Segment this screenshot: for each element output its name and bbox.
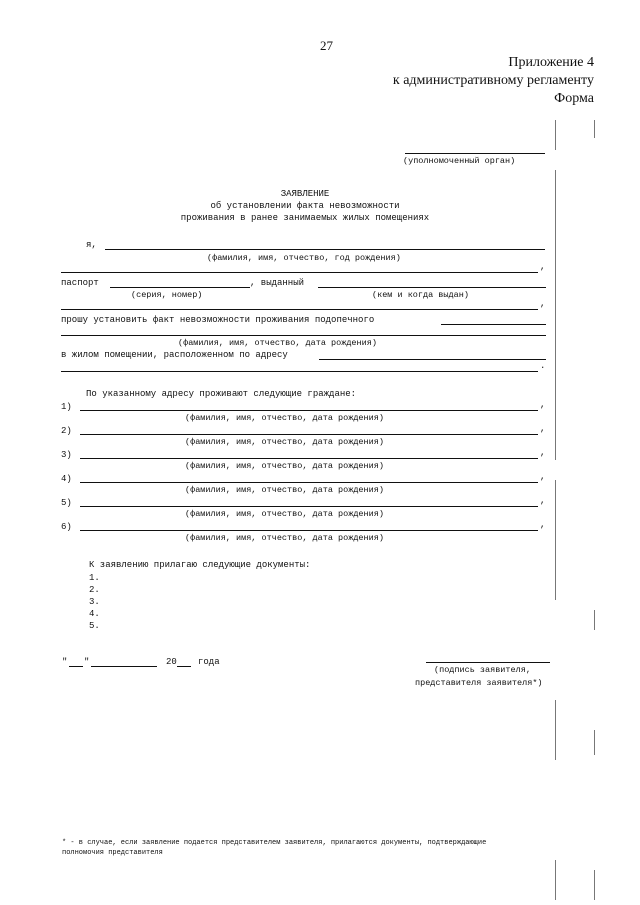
document-title: ЗАЯВЛЕНИЕ — [280, 189, 330, 199]
appendix-label: Приложение 4 — [508, 55, 594, 70]
regulation-label: к административному регламенту — [392, 73, 594, 88]
resident-num: 3) — [61, 450, 72, 460]
scan-edge-mark — [555, 700, 556, 760]
comma: , — [540, 496, 546, 506]
ya-label: я, — [86, 240, 97, 250]
document-item: 1. — [89, 573, 100, 583]
comma: , — [540, 520, 546, 530]
passport-series-caption: (серия, номер) — [131, 290, 203, 300]
issued-label: , выданный — [250, 278, 305, 288]
resident-num: 6) — [61, 522, 72, 532]
footnote-2: полномочия представителя — [62, 849, 163, 857]
comma: , — [540, 448, 546, 458]
resident-num: 5) — [61, 498, 72, 508]
document-subtitle: об установлении факта невозможности — [210, 201, 400, 211]
authority-caption: (уполномоченный орган) — [403, 156, 516, 166]
residents-intro: По указанному адресу проживают следующие граждане: — [86, 389, 357, 399]
applicant-name-field-2[interactable] — [61, 272, 538, 273]
address-field-2[interactable] — [61, 371, 538, 372]
resident-num: 1) — [61, 402, 72, 412]
document-item: 5. — [89, 621, 100, 631]
address-field[interactable] — [319, 359, 546, 360]
resident-caption: (фамилия, имя, отчество, дата рождения) — [185, 461, 384, 471]
comma: , — [540, 262, 546, 272]
resident-caption: (фамилия, имя, отчество, дата рождения) — [185, 509, 384, 519]
authority-line — [405, 153, 545, 154]
request-text: прошу установить факт невозможности проживания подопечного — [61, 315, 375, 325]
signature-caption-2: представителя заявителя*) — [415, 678, 543, 688]
day-field[interactable] — [69, 666, 83, 667]
footnote: * - в случае, если заявление подается представителем заявителя, прилагаются документы, подтверждающие — [62, 839, 487, 847]
passport-issuer-field-2[interactable] — [61, 309, 538, 310]
scan-edge-mark — [594, 730, 595, 755]
resident-num: 2) — [61, 426, 72, 436]
resident-num: 4) — [61, 474, 72, 484]
resident-field[interactable] — [80, 434, 538, 435]
scan-edge-mark — [555, 860, 556, 900]
comma: , — [540, 472, 546, 482]
document-item: 4. — [89, 609, 100, 619]
signature-caption: (подпись заявителя, — [434, 665, 531, 675]
scan-edge-mark — [555, 120, 556, 150]
resident-caption: (фамилия, имя, отчество, дата рождения) — [185, 485, 384, 495]
document-item: 3. — [89, 597, 100, 607]
passport-series-field[interactable] — [110, 287, 250, 288]
resident-caption: (фамилия, имя, отчество, дата рождения) — [185, 413, 384, 423]
resident-field[interactable] — [80, 410, 538, 411]
resident-caption: (фамилия, имя, отчество, дата рождения) — [185, 533, 384, 543]
scan-edge-mark — [555, 480, 556, 600]
document-subtitle-2: проживания в ранее занимаемых жилых помещениях — [180, 213, 430, 223]
year-field[interactable] — [177, 666, 191, 667]
resident-field[interactable] — [80, 506, 538, 507]
resident-caption: (фамилия, имя, отчество, дата рождения) — [185, 437, 384, 447]
period: . — [540, 361, 546, 371]
address-text: в жилом помещении, расположенном по адресу — [61, 350, 288, 360]
applicant-name-caption: (фамилия, имя, отчество, год рождения) — [207, 253, 401, 263]
applicant-name-field[interactable] — [105, 249, 545, 250]
date-close-quote: " — [84, 657, 90, 667]
comma: , — [540, 299, 546, 309]
ward-caption: (фамилия, имя, отчество, дата рождения) — [178, 338, 377, 348]
ward-field-2[interactable] — [61, 335, 546, 336]
comma: , — [540, 400, 546, 410]
form-label: Форма — [554, 91, 594, 106]
scan-edge-mark — [594, 120, 595, 138]
month-field[interactable] — [91, 666, 157, 667]
year-suffix: года — [198, 657, 220, 667]
page-number: 27 — [320, 38, 333, 53]
signature-line[interactable] — [426, 662, 550, 663]
passport-label: паспорт — [61, 278, 99, 288]
scan-edge-mark — [594, 870, 595, 900]
document-item: 2. — [89, 585, 100, 595]
date-open-quote: " — [62, 657, 68, 667]
year-prefix: 20 — [166, 657, 177, 667]
resident-field[interactable] — [80, 482, 538, 483]
passport-issuer-field[interactable] — [318, 287, 546, 288]
scan-edge-mark — [594, 610, 595, 630]
resident-field[interactable] — [80, 458, 538, 459]
ward-field[interactable] — [441, 324, 546, 325]
documents-intro: К заявлению прилагаю следующие документы: — [89, 560, 311, 570]
comma: , — [540, 424, 546, 434]
passport-issuer-caption: (кем и когда выдан) — [372, 290, 469, 300]
resident-field[interactable] — [80, 530, 538, 531]
